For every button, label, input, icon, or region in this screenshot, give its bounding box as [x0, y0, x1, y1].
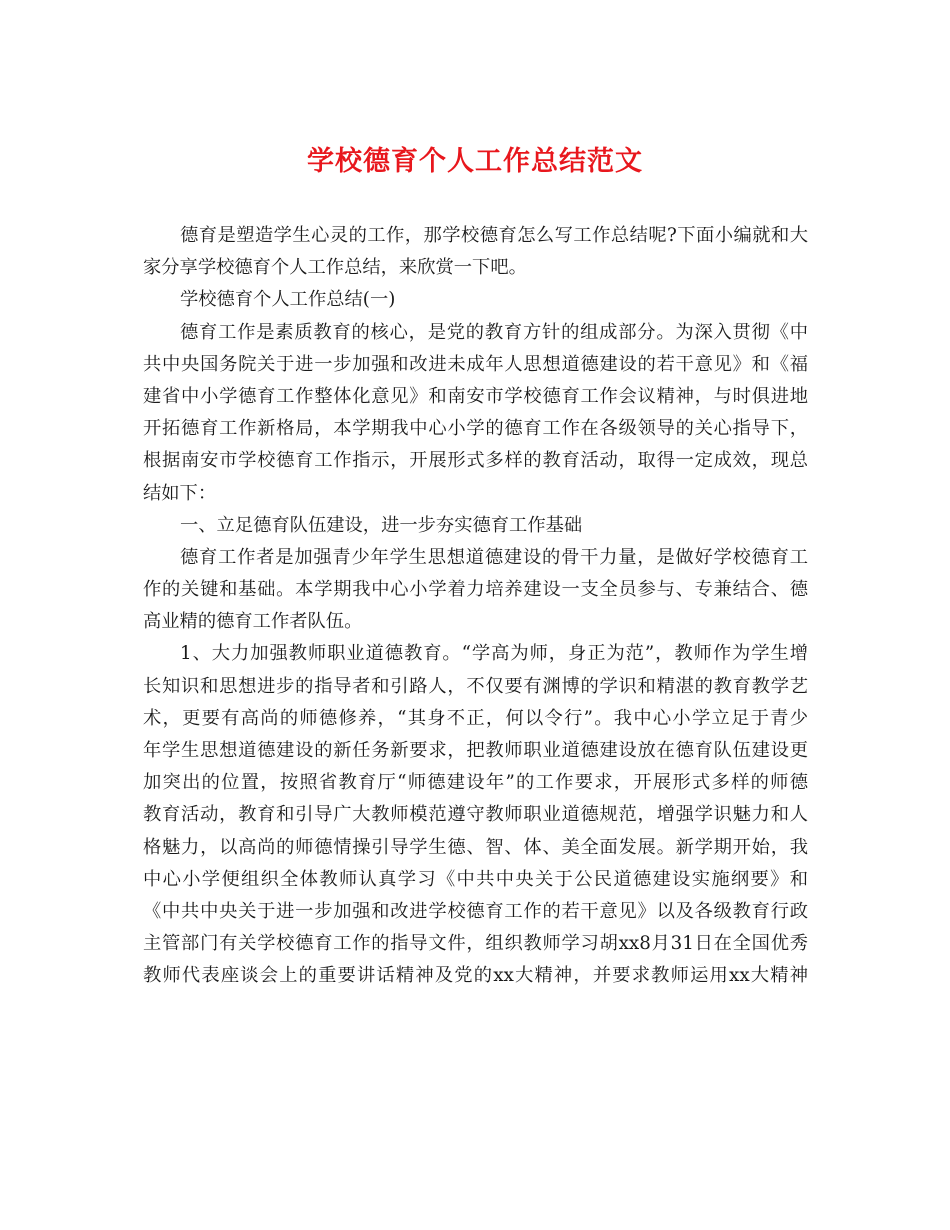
text-line: 长知识和思想进步的指导者和引路人，不仅要有渊博的学识和精湛的教育教学艺	[143, 675, 808, 697]
document-body	[143, 220, 808, 993]
text-line: 1、大力加强教师职业道德教育。“学高为师，身正为范”，教师作为学生增	[180, 643, 808, 665]
text-line: 学校德育个人工作总结(一)	[180, 289, 396, 311]
text-line: 一、立足德育队伍建设，进一步夯实德育工作基础	[180, 514, 583, 536]
text-line: 建省中小学德育工作整体化意见》和南安市学校德育工作会议精神，与时俱进地	[143, 385, 808, 407]
text-line: 《中共中央关于进一步加强和改进学校德育工作的若干意见》以及各级教育行政	[143, 900, 808, 922]
document-title: 学校德育个人工作总结范文	[307, 146, 643, 177]
text-line: 年学生思想道德建设的新任务新要求，把教师职业道德建设放在德育队伍建设更	[143, 740, 808, 761]
text-line: 高业精的德育工作者队伍。	[143, 611, 363, 633]
text-line: 教师代表座谈会上的重要讲话精神及党的xx大精神，并要求教师运用xx大精神	[143, 965, 808, 987]
text-line: 开拓德育工作新格局，本学期我中心小学的德育工作在各级领导的关心指导下，	[143, 418, 808, 440]
text-line: 德育工作者是加强青少年学生思想道德建设的骨干力量，是做好学校德育工	[180, 546, 808, 568]
text-line: 加突出的位置，按照省教育厅“师德建设年”的工作要求，开展形式多样的师德	[143, 772, 808, 794]
text-line: 格魅力，以高尚的师德情操引导学生德、智、体、美全面发展。新学期开始，我	[143, 836, 808, 858]
text-line: 主管部门有关学校德育工作的指导文件，组织教师学习胡xx8月31日在全国优秀	[143, 933, 808, 955]
text-line: 家分享学校德育个人工作总结，来欣赏一下吧。	[143, 257, 527, 279]
text-line: 中心小学便组织全体教师认真学习《中共中央关于公民道德建设实施纲要》和	[143, 868, 808, 890]
text-line: 作的关键和基础。本学期我中心小学着力培养建设一支全员参与、专兼结合、德	[143, 579, 808, 601]
text-line: 德育是塑造学生心灵的工作，那学校德育怎么写工作总结呢?下面小编就和大	[180, 225, 808, 246]
text-line: 共中央国务院关于进一步加强和改进未成年人思想道德建设的若干意见》和《福	[143, 353, 808, 375]
text-line: 术，更要有高尚的师德修养，“其身不正，何以令行”。我中心小学立足于青少	[143, 707, 808, 729]
text-line: 德育工作是素质教育的核心，是党的教育方针的组成部分。为深入贯彻《中	[180, 321, 808, 343]
text-line: 结如下：	[143, 482, 217, 504]
text-line: 根据南安市学校德育工作指示，开展形式多样的教育活动，取得一定成效，现总	[143, 450, 808, 472]
text-line: 教育活动，教育和引导广大教师模范遵守教师职业道德规范，增强学识魅力和人	[143, 804, 808, 826]
